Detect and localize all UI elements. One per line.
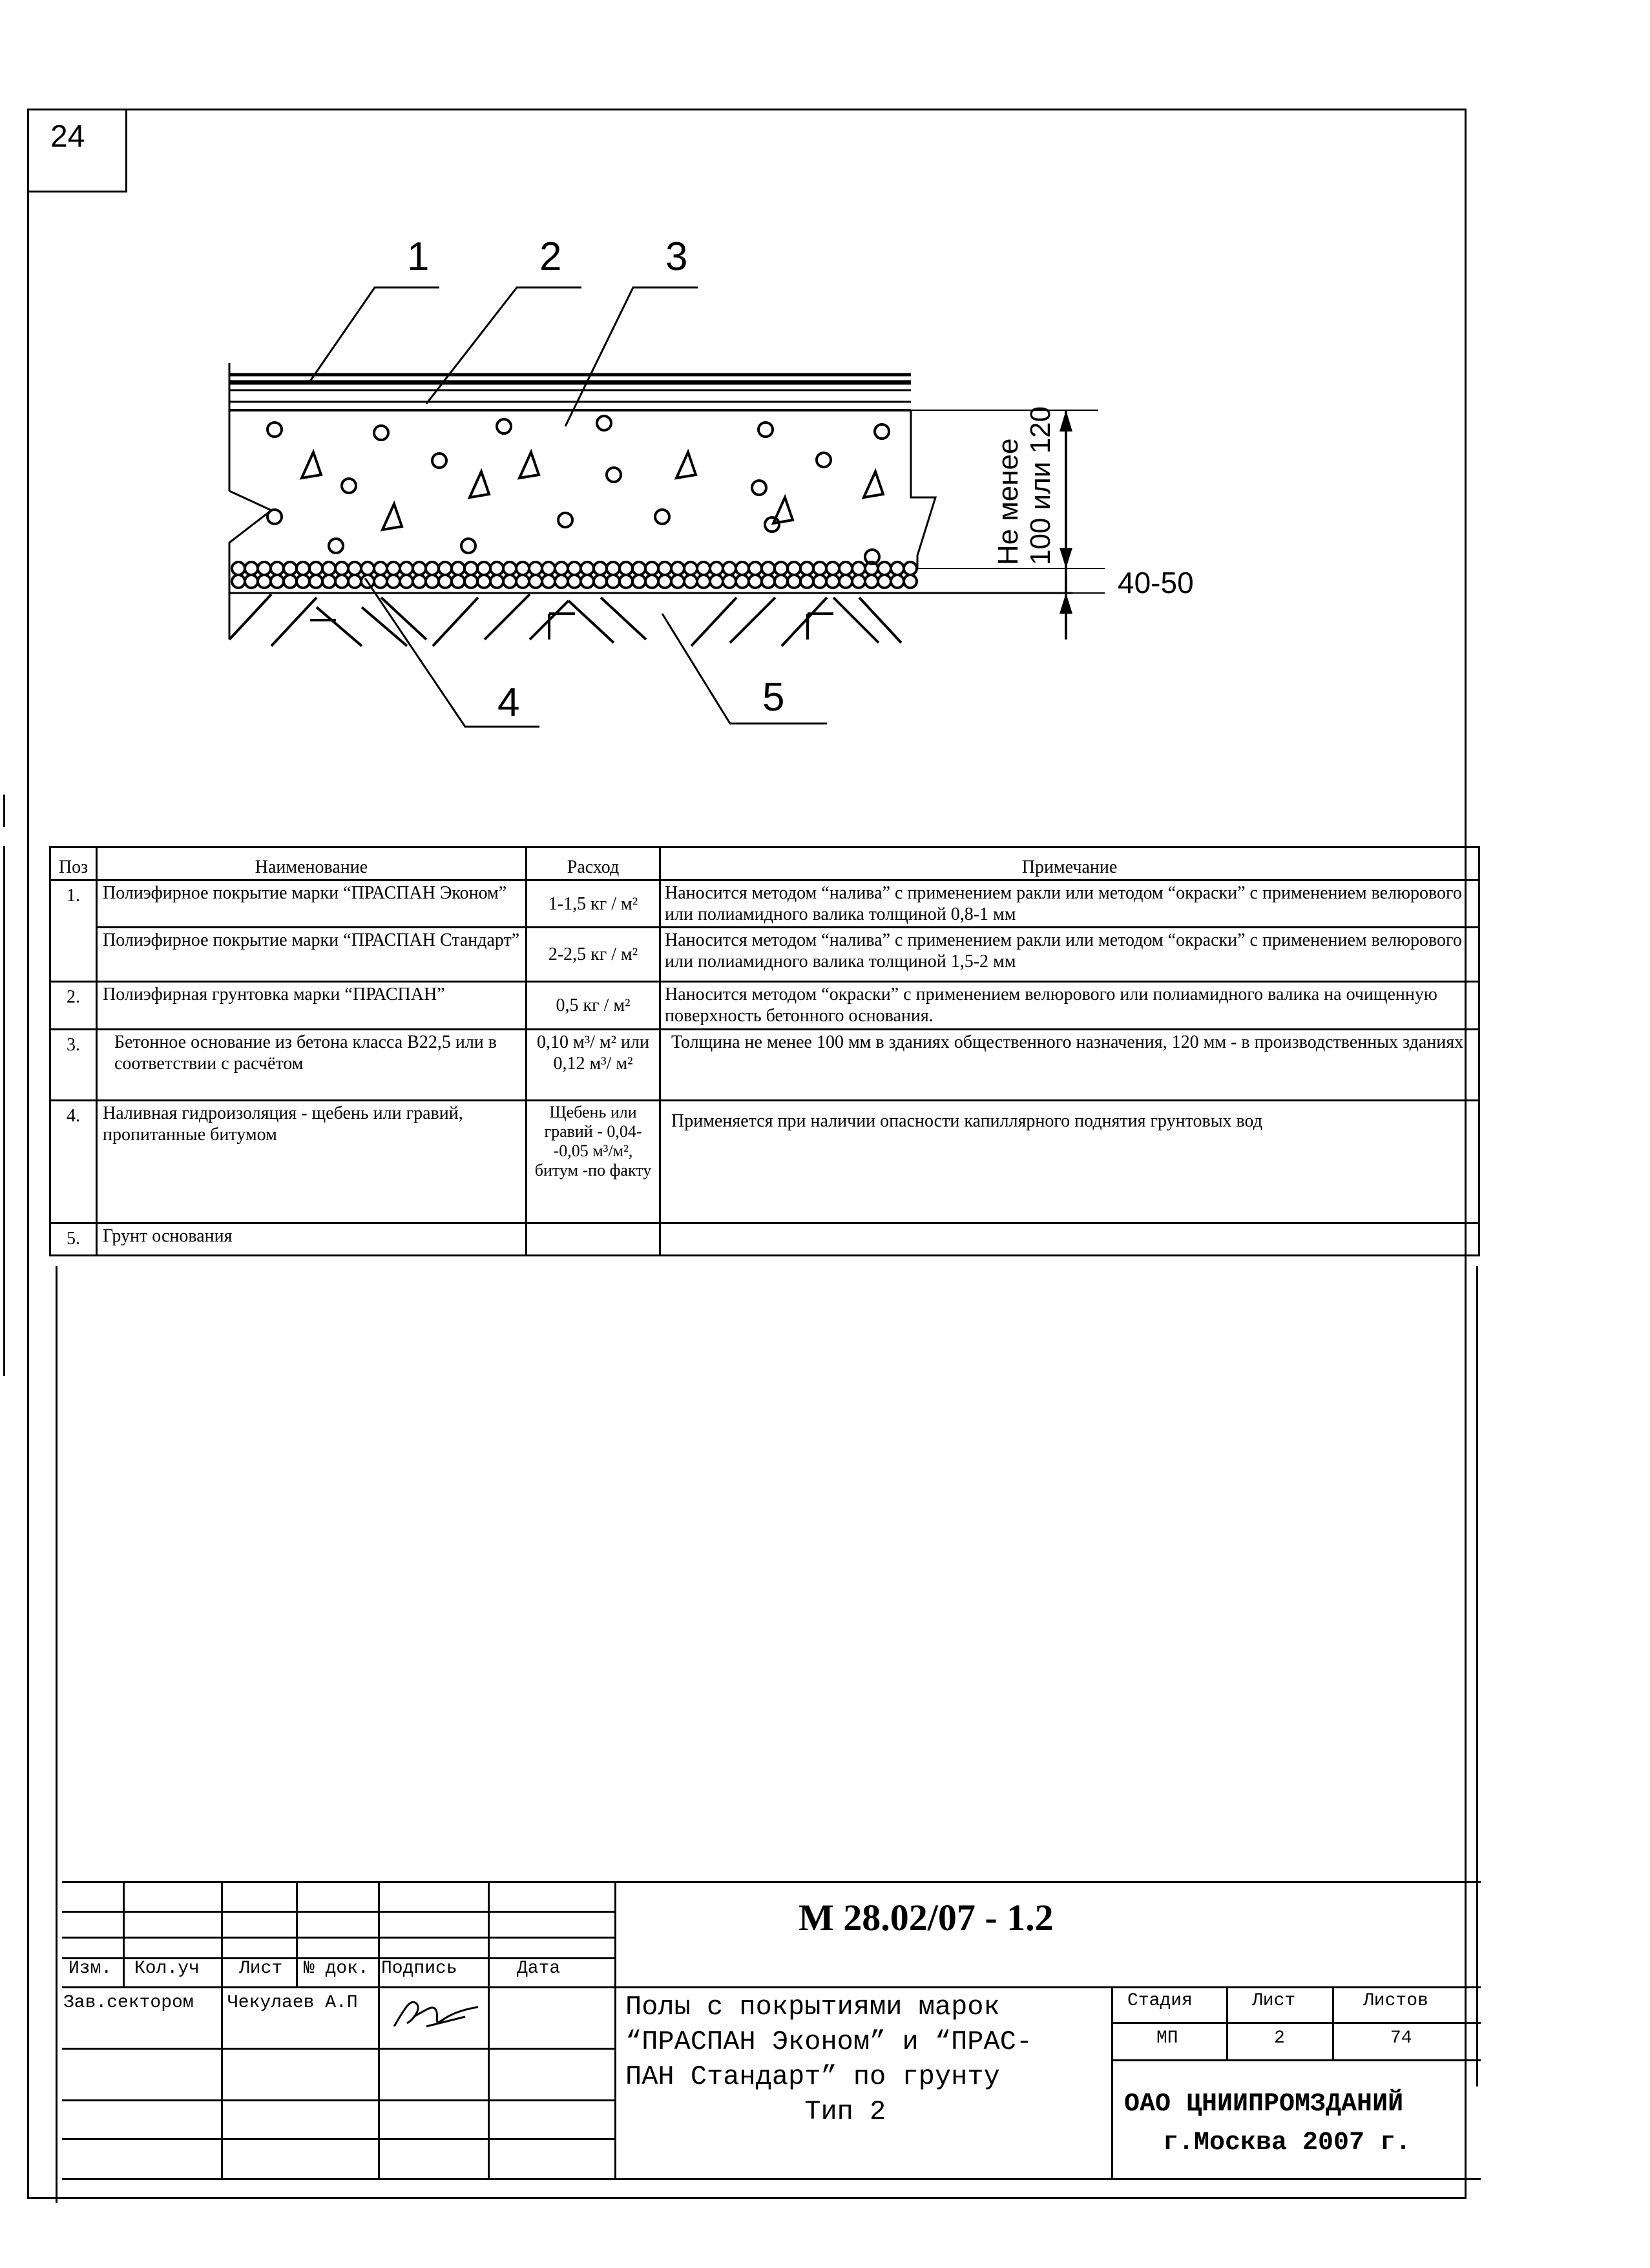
sheet-number: 24 — [27, 109, 127, 192]
signature-image — [388, 1991, 485, 2036]
person-name: Чекулаев А.П — [227, 1993, 358, 2013]
callout-5: 5 — [762, 675, 785, 720]
callout-2: 2 — [539, 234, 562, 279]
table-row — [50, 1223, 1479, 1256]
callout-4: 4 — [497, 680, 520, 725]
row-rate: 0,10 м³/ м² или 0,12 м³/ м² — [527, 1030, 660, 1101]
dimension-label-min: Не менее — [992, 438, 1024, 565]
row-note: Толщина не менее 100 мм в зданиях общественного назначения, 120 мм - в производственных зданиях — [660, 1030, 1479, 1101]
document-code: М 28.02/07 - 1.2 — [799, 1897, 1054, 1939]
row-pos: 3. — [50, 1030, 97, 1101]
row-note: Наносится методом “налива” с применением ракли или методом “окраски” с применением велюрового или полиамидного валика толщиной 0,8-1 мм — [660, 880, 1479, 928]
dimension-line — [1053, 410, 1105, 640]
row-name: Наливная гидроизоляция - щебень или гравий, пропитанные битумом — [97, 1101, 527, 1223]
col-header-list: Лист — [239, 1959, 283, 1979]
dimension-label-thickness: 100 или 120 — [1025, 406, 1056, 565]
organization-name: ОАО ЦНИИПРОМЗДАНИЙ — [1124, 2090, 1404, 2119]
table-row — [50, 1030, 1479, 1101]
row-name: Бетонное основание из бетона класса В22,5 или в соответствии с расчётом — [97, 1030, 527, 1101]
floor-section-drawing — [0, 0, 1650, 846]
row-name: Полиэфирное покрытие марки “ПРАСПАН Стандарт” — [97, 928, 527, 982]
row-rate — [527, 1223, 660, 1256]
row-note: Наносится методом “налива” с применением ракли или методом “окраски” с применением велюрового или полиамидного валика толщиной 1,5-2 мм — [660, 928, 1479, 982]
row-note — [660, 1223, 1479, 1256]
sheets-label: Листов — [1363, 1991, 1428, 2011]
row-note: Применяется при наличии опасности капиллярного поднятия грунтовых вод — [660, 1101, 1479, 1223]
specification-table — [49, 846, 1480, 1256]
role-label: Зав.сектором — [63, 1993, 194, 2013]
table-row — [50, 1101, 1479, 1223]
row-pos: 2. — [50, 982, 97, 1030]
dimension-label-gravel: 40-50 — [1118, 566, 1194, 599]
concrete-aggregate — [267, 416, 889, 564]
table-header-row — [50, 848, 1479, 880]
header-pos: Поз — [50, 848, 97, 880]
row-rate: 0,5 кг / м² — [527, 982, 660, 1030]
row-name: Полиэфирная грунтовка марки “ПРАСПАН” — [97, 982, 527, 1030]
gravel-layer — [232, 562, 917, 588]
row-note: Наносится методом “окраски” с применением велюрового или полиамидного валика на очищенную поверхность бетонного основания. — [660, 982, 1479, 1030]
row-name: Грунт основания — [97, 1223, 527, 1256]
row-pos: 4. — [50, 1101, 97, 1223]
binding-mark — [3, 846, 5, 1376]
row-rate: 2-2,5 кг / м² — [527, 928, 660, 982]
col-header-signature: Подпись — [381, 1959, 457, 1979]
sheets-value: 74 — [1390, 2028, 1412, 2048]
col-header-date: Дата — [517, 1959, 561, 1979]
header-rate: Расход — [527, 848, 660, 880]
leader-lines — [310, 287, 827, 727]
stage-label: Стадия — [1127, 1991, 1193, 2011]
table-row — [50, 928, 1479, 982]
row-rate: Щебень или гравий - 0,04--0,05 м³/м², битум -по факту — [527, 1101, 660, 1223]
col-header-doc: № док. — [304, 1959, 369, 1979]
soil-hatching — [229, 594, 901, 646]
col-header-kol: Кол.уч — [134, 1959, 200, 1979]
row-pos: 1. — [50, 880, 97, 928]
organization-city-year: г.Москва 2007 г. — [1163, 2128, 1412, 2158]
header-note: Примечание — [660, 848, 1479, 880]
drawing-title: Полы с покрытиями марок “ПРАСПАН Эконом” и “ПРАС- ПАН Стандарт” по грунту Тип 2 — [625, 1992, 1033, 2127]
callout-1: 1 — [407, 234, 430, 279]
row-name: Полиэфирное покрытие марки “ПРАСПАН Эконом” — [97, 880, 527, 928]
row-rate: 1-1,5 кг / м² — [527, 880, 660, 928]
header-name: Наименование — [97, 848, 527, 880]
callout-3: 3 — [665, 234, 688, 279]
table-row — [50, 880, 1479, 928]
sheet-label: Лист — [1252, 1991, 1296, 2011]
stage-value: МП — [1156, 2028, 1178, 2048]
row-pos: 5. — [50, 1223, 97, 1256]
col-header-izm: Изм. — [68, 1959, 112, 1979]
table-row — [50, 982, 1479, 1030]
sheet-value: 2 — [1274, 2028, 1285, 2048]
frame-left-lower — [56, 1266, 57, 2203]
row-pos — [50, 928, 97, 982]
